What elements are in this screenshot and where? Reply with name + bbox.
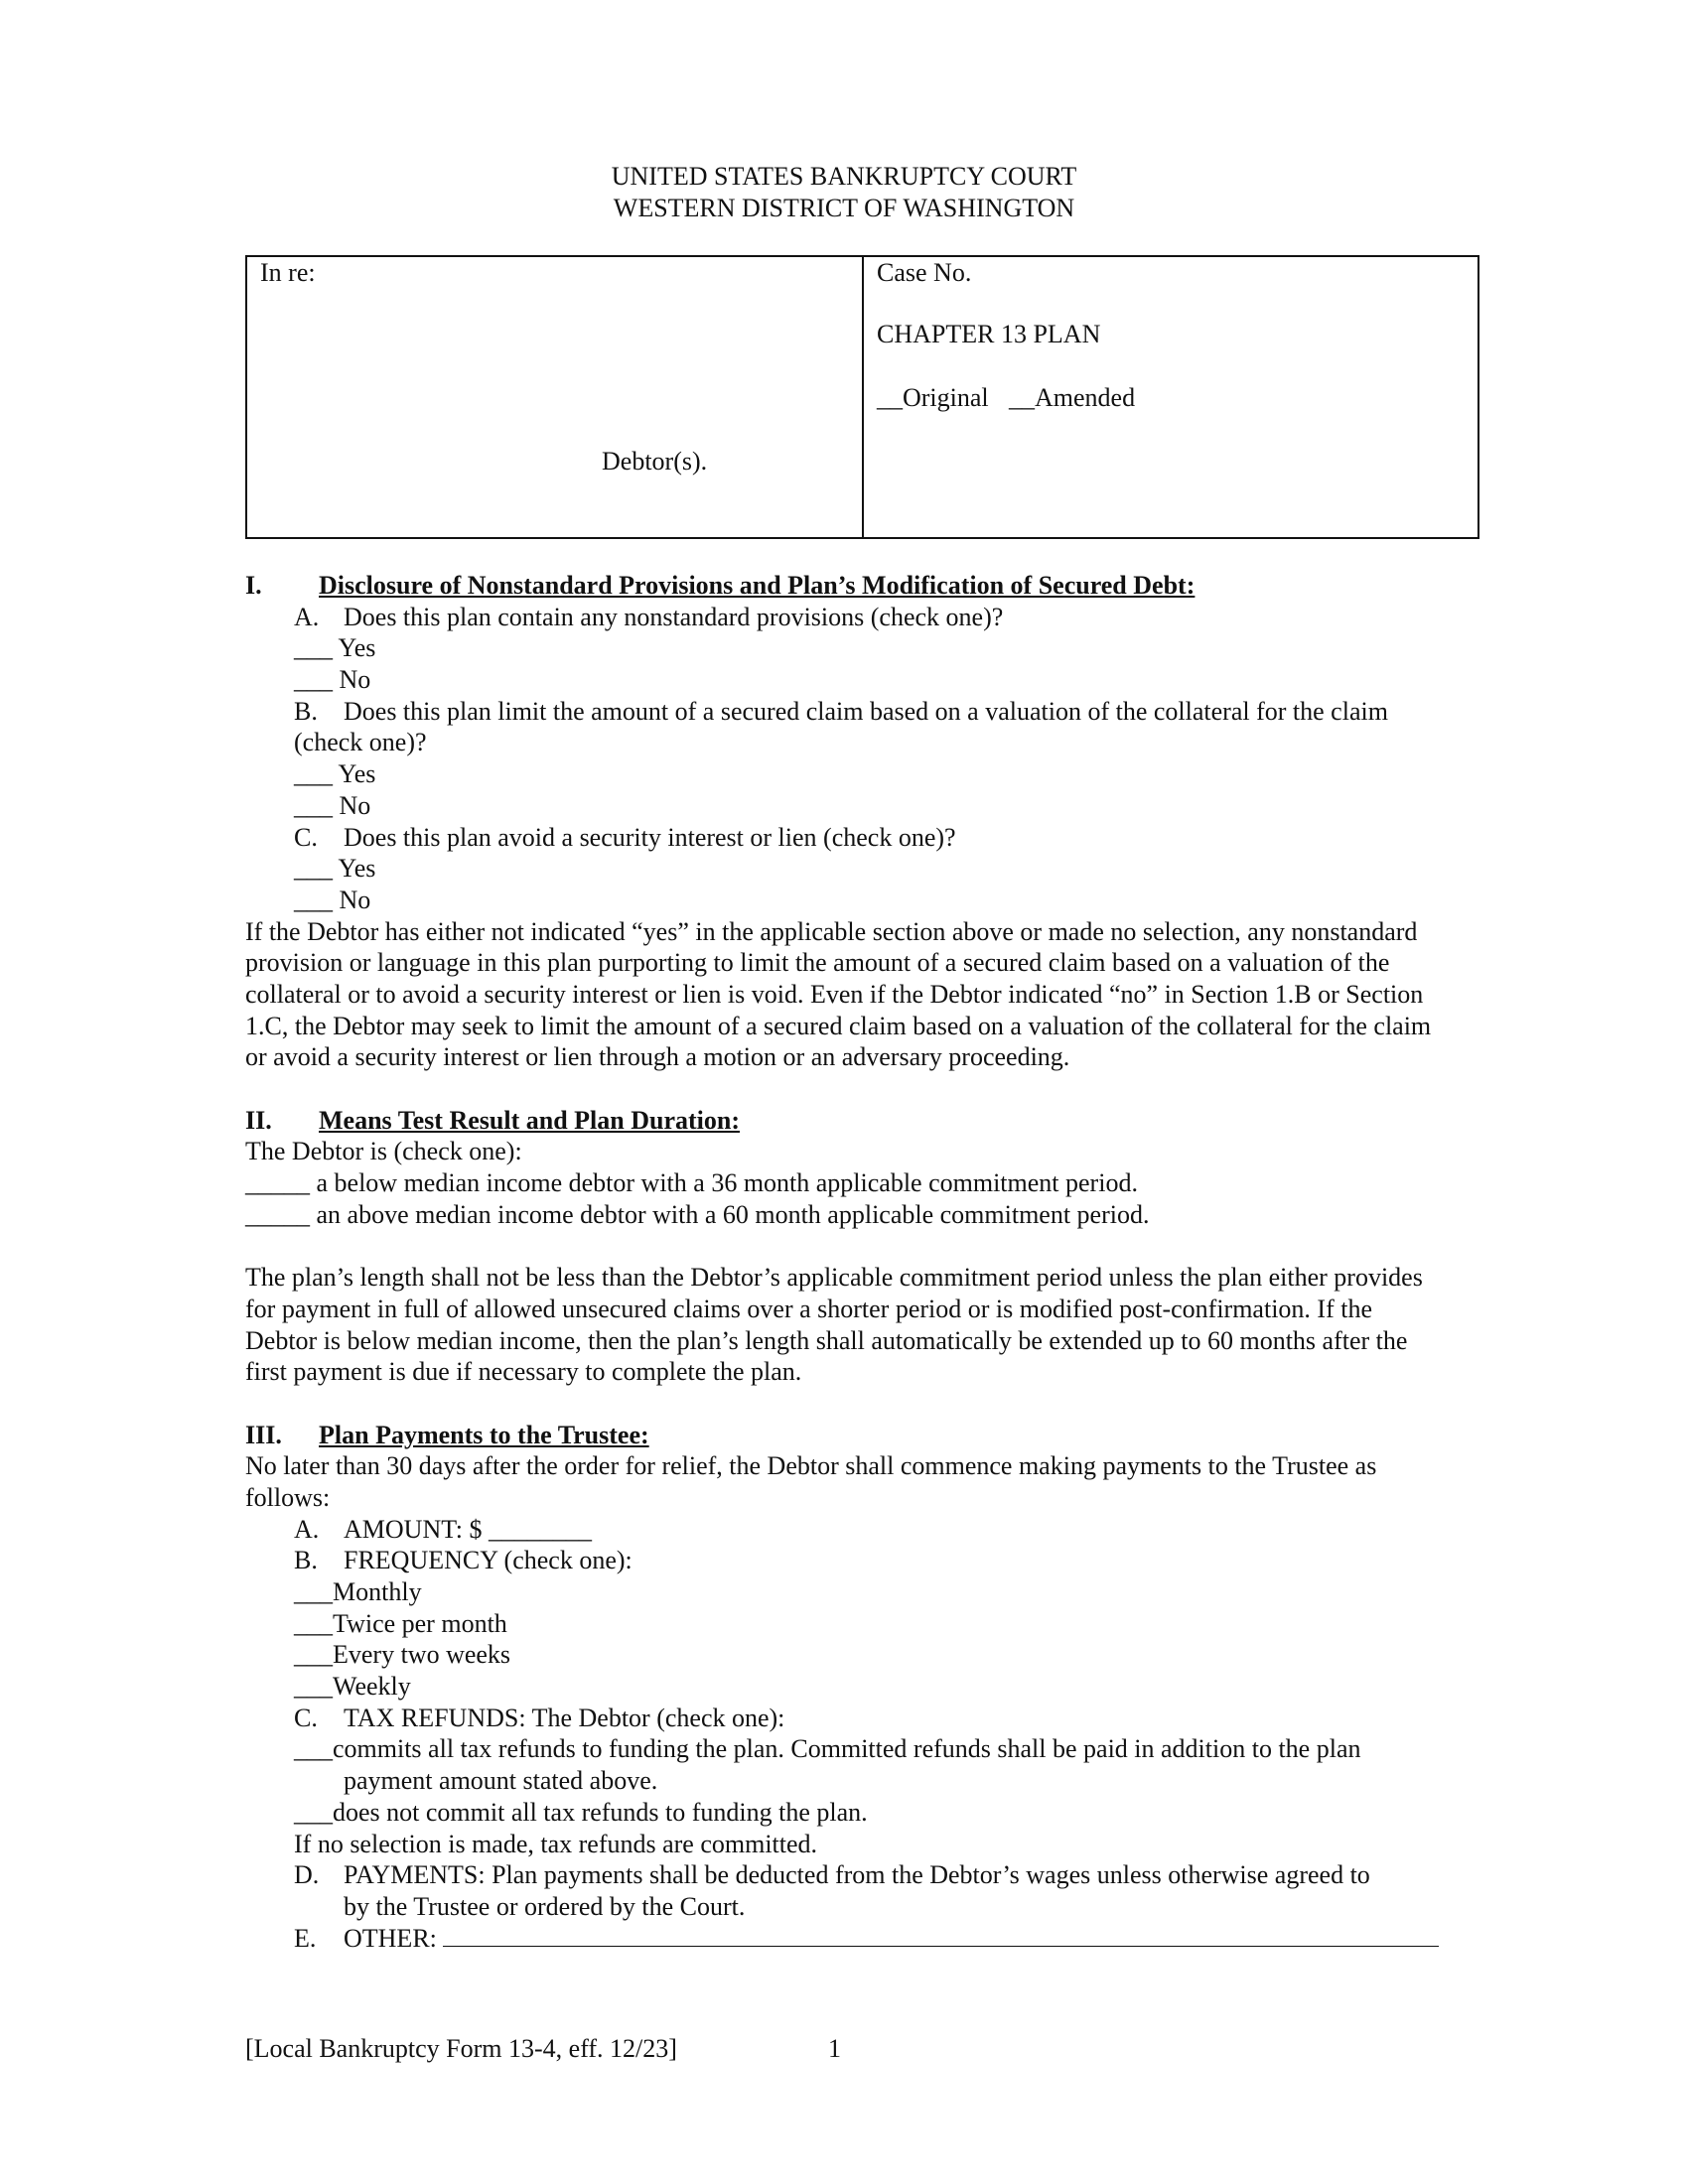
section-title: Disclosure of Nonstandard Provisions and Plan’s Modification of Secured Debt: [319, 571, 1196, 600]
section-2-heading [245, 1105, 1496, 1137]
original-checkbox[interactable]: __Original [877, 383, 989, 412]
question-b-cont: (check one)? [294, 728, 427, 757]
paragraph-line: Debtor is below median income, then the plan’s length shall automatically be extended up to 60 months after the [245, 1325, 1408, 1355]
paragraph-line: first payment is due if necessary to complete the plan. [245, 1357, 802, 1387]
document-title: CHAPTER 13 PLAN [877, 320, 1101, 348]
paragraph-line: collateral or to avoid a security interest or lien is void. Even if the Debtor indicated “no” in Section 1.B or Section [245, 979, 1424, 1009]
above-median-option[interactable]: _____ an above median income debtor with a 60 month applicable commitment period. [245, 1199, 1150, 1229]
paragraph-line: for payment in full of allowed unsecured claims over a shorter period or is modified post-confirmation. If the [245, 1294, 1372, 1323]
item-text: TAX REFUNDS: The Debtor (check one): [344, 1703, 785, 1732]
section-title: Means Test Result and Plan Duration: [319, 1105, 740, 1135]
tax-refunds-commit[interactable]: ___commits all tax refunds to funding the plan. Committed refunds shall be paid in addition to the plan [294, 1734, 1361, 1764]
item-label: B. [294, 696, 318, 726]
debtors-label: Debtor(s). [602, 447, 708, 476]
form-footer: [Local Bankruptcy Form 13-4, eff. 12/23] [245, 2034, 677, 2063]
section-number: I. [245, 571, 262, 600]
district-name: WESTERN DISTRICT OF WASHINGTON [613, 194, 1075, 222]
tax-refunds-not-commit[interactable]: ___does not commit all tax refunds to funding the plan. [294, 1797, 868, 1827]
item-text: PAYMENTS: Plan payments shall be deducted from the Debtor’s wages unless otherwise agreed to [344, 1860, 1370, 1890]
item-text: Does this plan limit the amount of a secured claim based on a valuation of the collateral for the claim [344, 696, 1388, 726]
question-b [245, 696, 1496, 728]
paragraph-line: or avoid a security interest or lien through a motion or an adversary proceeding. [245, 1042, 1070, 1072]
item-text: AMOUNT: $ ________ [344, 1514, 593, 1544]
question-a-no[interactable]: ___ No [294, 665, 371, 695]
amount-field[interactable] [245, 1514, 1496, 1546]
caption-divider [862, 257, 864, 537]
tax-refunds-commit-cont: payment amount stated above. [344, 1766, 658, 1796]
paragraph-line: If the Debtor has either not indicated “yes” in the applicable section above or made no selection, any nonstandard [245, 916, 1418, 946]
item-text: Does this plan avoid a security interest or lien (check one)? [344, 822, 956, 852]
frequency-weekly[interactable]: ___Weekly [294, 1672, 411, 1702]
paragraph-line: No later than 30 days after the order for relief, the Debtor shall commence making payments to the Trustee as [245, 1451, 1377, 1481]
paragraph-line: The plan’s length shall not be less than the Debtor’s applicable commitment period unless the plan either provides [245, 1263, 1423, 1293]
payments-item-cont: by the Trustee or ordered by the Court. [344, 1891, 746, 1921]
other-input-line[interactable] [443, 1924, 1439, 1947]
in-re-label: In re: [260, 258, 316, 287]
page-number: 1 [828, 2034, 841, 2063]
paragraph-line: provision or language in this plan purporting to limit the amount of a secured claim based on a valuation of the [245, 948, 1390, 978]
item-label: A. [294, 602, 320, 631]
court-name: UNITED STATES BANKRUPTCY COURT [611, 162, 1077, 191]
item-label: C. [294, 822, 318, 852]
case-caption-box [245, 255, 1479, 539]
plan-body [245, 570, 1496, 1954]
frequency-monthly[interactable]: ___Monthly [294, 1577, 422, 1606]
item-text: FREQUENCY (check one): [344, 1546, 633, 1575]
spacer [245, 1230, 1496, 1262]
item-label: D. [294, 1860, 320, 1890]
other-item [245, 1923, 1496, 1955]
item-label: A. [294, 1514, 320, 1544]
below-median-option[interactable]: _____ a below median income debtor with a 36 month applicable commitment period. [245, 1168, 1138, 1198]
question-a-yes[interactable]: ___ Yes [294, 633, 376, 663]
frequency-biweekly[interactable]: ___Every two weeks [294, 1640, 511, 1670]
section-1-heading [245, 570, 1496, 602]
spacer [245, 1073, 1496, 1105]
spacer [245, 1388, 1496, 1420]
question-c-yes[interactable]: ___ Yes [294, 854, 376, 884]
section-number: II. [245, 1105, 272, 1135]
tax-refunds-note: If no selection is made, tax refunds are committed. [294, 1829, 818, 1858]
item-text: Does this plan contain any nonstandard provisions (check one)? [344, 602, 1004, 631]
question-c-no[interactable]: ___ No [294, 885, 371, 914]
question-c [245, 822, 1496, 854]
item-label: E. [294, 1923, 317, 1953]
question-b-no[interactable]: ___ No [294, 790, 371, 820]
amended-checkbox[interactable]: __Amended [1009, 383, 1136, 412]
case-no-label: Case No. [877, 258, 972, 287]
section-3-heading [245, 1420, 1496, 1451]
paragraph-line: follows: [245, 1482, 331, 1512]
payments-item [245, 1859, 1496, 1891]
section-number: III. [245, 1420, 282, 1449]
question-a [245, 602, 1496, 633]
question-b-yes[interactable]: ___ Yes [294, 759, 376, 789]
item-label: B. [294, 1546, 318, 1575]
frequency-twice-monthly[interactable]: ___Twice per month [294, 1608, 507, 1638]
item-label: C. [294, 1703, 318, 1732]
paragraph-line: 1.C, the Debtor may seek to limit the amount of a secured claim based on a valuation of the collateral for the claim [245, 1011, 1432, 1040]
frequency-item [245, 1545, 1496, 1576]
item-text: OTHER: [344, 1923, 437, 1953]
section-title: Plan Payments to the Trustee: [319, 1420, 649, 1449]
means-test-intro: The Debtor is (check one): [245, 1137, 522, 1166]
tax-refunds-item [245, 1703, 1496, 1734]
